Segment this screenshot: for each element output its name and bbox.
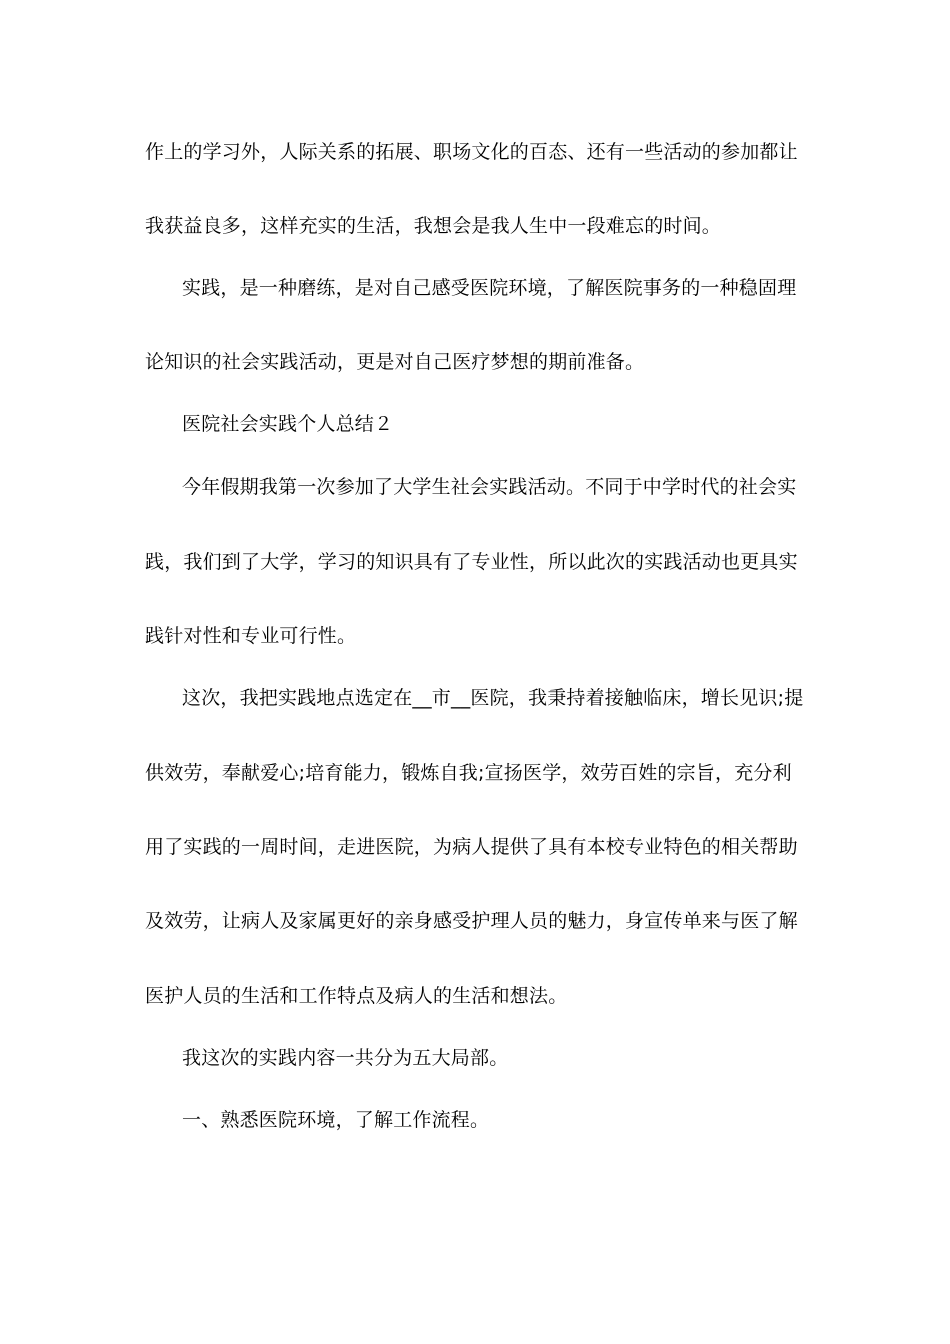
paragraph-line: 践，我们到了大学，学习的知识具有了专业性，所以此次的实践活动也更具实	[145, 551, 798, 573]
paragraph-line: 论知识的社会实践活动，更是对自己医疗梦想的期前准备。	[145, 351, 645, 373]
paragraph-line: 供效劳，奉献爱心;培育能力，锻炼自我;宣扬医学，效劳百姓的宗旨，充分利	[145, 762, 792, 784]
paragraph-line: 实践，是一种磨练，是对自己感受医院环境，了解医院事务的一种稳固理	[182, 277, 797, 299]
paragraph-line: 作上的学习外，人际关系的拓展、职场文化的百态、还有一些活动的参加都让	[145, 141, 798, 163]
paragraph-line: 用了实践的一周时间，走进医院，为病人提供了具有本校专业特色的相关帮助	[145, 836, 798, 858]
section-heading: 医院社会实践个人总结２	[182, 413, 394, 435]
paragraph-line: 我获益良多，这样充实的生活，我想会是我人生中一段难忘的时间。	[145, 215, 722, 237]
paragraph-line: 医护人员的生活和工作特点及病人的生活和想法。	[145, 985, 568, 1007]
paragraph-line: 这次，我把实践地点选定在__市__医院，我秉持着接触临床，增长见识;提	[182, 687, 804, 709]
paragraph-line: 践针对性和专业可行性。	[145, 625, 357, 647]
paragraph-line: 我这次的实践内容一共分为五大局部。	[182, 1047, 509, 1069]
paragraph-line: 及效劳，让病人及家属更好的亲身感受护理人员的魅力，身宣传单来与医了解	[145, 910, 798, 932]
list-item-heading: 一、熟悉医院环境，了解工作流程。	[182, 1109, 490, 1131]
paragraph-line: 今年假期我第一次参加了大学生社会实践活动。不同于中学时代的社会实	[182, 476, 797, 498]
